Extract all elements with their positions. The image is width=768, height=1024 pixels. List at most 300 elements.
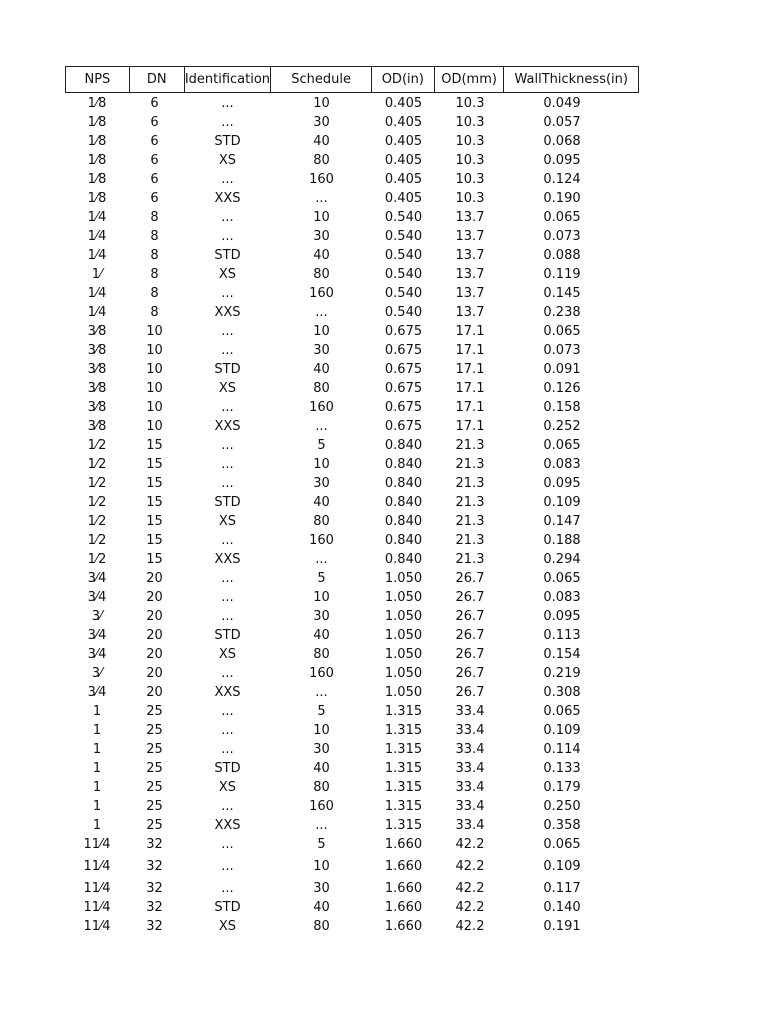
- cell-identification: ...: [221, 590, 234, 605]
- cell-dn: 25: [146, 742, 163, 757]
- cell-wall-thickness: 0.073: [543, 229, 581, 244]
- cell-nps: 3⁄8: [87, 419, 107, 434]
- cell-nps: 1⁄4: [87, 248, 107, 263]
- cell-schedule: 10: [313, 457, 330, 472]
- cell-identification: ...: [221, 881, 234, 896]
- cell-od-in: 1.660: [384, 859, 423, 874]
- cell-od-mm: 13.7: [455, 305, 485, 320]
- cell-nps: 3⁄8: [87, 343, 107, 358]
- header-od-in: OD(in): [372, 67, 435, 92]
- cell-schedule: 30: [313, 115, 330, 130]
- cell-wall-thickness: 0.109: [543, 495, 581, 510]
- table-row: [65, 721, 639, 740]
- cell-od-in: 0.840: [384, 533, 423, 548]
- table-row: [65, 588, 639, 607]
- cell-dn: 6: [150, 172, 159, 187]
- cell-wall-thickness: 0.117: [543, 881, 581, 896]
- cell-od-mm: 21.3: [455, 514, 485, 529]
- cell-dn: 20: [146, 685, 163, 700]
- cell-nps: 1⁄8: [87, 96, 107, 111]
- table-row: [65, 854, 639, 879]
- cell-identification: ...: [221, 457, 234, 472]
- cell-dn: 25: [146, 761, 163, 776]
- cell-identification: ...: [221, 723, 234, 738]
- cell-identification: ...: [221, 400, 234, 415]
- cell-identification: XXS: [214, 818, 241, 833]
- table-row: [65, 569, 639, 588]
- cell-od-mm: 17.1: [455, 400, 485, 415]
- cell-dn: 20: [146, 609, 163, 624]
- cell-identification: ...: [221, 704, 234, 719]
- cell-identification: ...: [221, 859, 234, 874]
- header-wall-thickness: WallThickness(in): [514, 72, 628, 87]
- cell-od-mm: 13.7: [455, 210, 485, 225]
- cell-nps: 1⁄8: [87, 153, 107, 168]
- cell-identification: XXS: [214, 191, 241, 206]
- cell-identification: ...: [221, 229, 234, 244]
- cell-wall-thickness: 0.308: [543, 685, 581, 700]
- cell-schedule: ...: [315, 818, 328, 833]
- cell-wall-thickness: 0.147: [543, 514, 581, 529]
- cell-schedule: 80: [313, 919, 330, 934]
- cell-identification: STD: [214, 900, 241, 915]
- cell-dn: 20: [146, 628, 163, 643]
- cell-schedule: 30: [313, 742, 330, 757]
- cell-od-mm: 26.7: [455, 628, 485, 643]
- cell-od-in: 0.540: [384, 248, 423, 263]
- cell-od-in: 0.540: [384, 210, 423, 225]
- cell-identification: STD: [214, 495, 241, 510]
- cell-wall-thickness: 0.294: [543, 552, 581, 567]
- cell-nps: 3⁄8: [87, 381, 107, 396]
- cell-nps: 1⁄4: [87, 305, 107, 320]
- cell-schedule: ...: [315, 685, 328, 700]
- cell-od-mm: 33.4: [455, 742, 485, 757]
- cell-schedule: 5: [317, 571, 326, 586]
- cell-od-in: 1.050: [384, 647, 423, 662]
- cell-schedule: 30: [313, 343, 330, 358]
- cell-nps: 1⁄8: [87, 134, 107, 149]
- cell-schedule: 10: [313, 590, 330, 605]
- cell-dn: 20: [146, 571, 163, 586]
- cell-nps: 11⁄4: [83, 900, 111, 915]
- cell-nps: 3⁄8: [87, 400, 107, 415]
- cell-nps: 1: [92, 723, 102, 738]
- cell-od-mm: 10.3: [455, 172, 485, 187]
- cell-schedule: 160: [309, 533, 334, 548]
- cell-nps: 1: [92, 818, 102, 833]
- cell-od-mm: 42.2: [455, 881, 485, 896]
- table-row: [65, 531, 639, 550]
- cell-wall-thickness: 0.250: [543, 799, 581, 814]
- cell-schedule: 40: [313, 900, 330, 915]
- cell-wall-thickness: 0.088: [543, 248, 581, 263]
- table-row: [65, 512, 639, 531]
- table-row: [65, 379, 639, 398]
- table-row: [65, 151, 639, 170]
- cell-od-mm: 21.3: [455, 552, 485, 567]
- cell-od-mm: 33.4: [455, 761, 485, 776]
- cell-dn: 6: [150, 96, 159, 111]
- cell-schedule: ...: [315, 419, 328, 434]
- cell-nps: 11⁄4: [83, 919, 111, 934]
- cell-schedule: 80: [313, 780, 330, 795]
- cell-dn: 6: [150, 191, 159, 206]
- cell-schedule: 30: [313, 609, 330, 624]
- cell-identification: ...: [221, 286, 234, 301]
- cell-wall-thickness: 0.073: [543, 343, 581, 358]
- cell-od-mm: 33.4: [455, 799, 485, 814]
- cell-identification: XS: [218, 267, 237, 282]
- table-row: [65, 208, 639, 227]
- cell-identification: XS: [218, 919, 237, 934]
- cell-dn: 6: [150, 153, 159, 168]
- cell-wall-thickness: 0.179: [543, 780, 581, 795]
- cell-identification: XS: [218, 153, 237, 168]
- cell-od-mm: 33.4: [455, 723, 485, 738]
- table-row: [65, 797, 639, 816]
- cell-dn: 20: [146, 647, 163, 662]
- cell-od-in: 1.050: [384, 666, 423, 681]
- cell-schedule: 80: [313, 153, 330, 168]
- cell-nps: 1: [92, 780, 102, 795]
- cell-od-mm: 10.3: [455, 191, 485, 206]
- table-header: [65, 66, 639, 93]
- cell-wall-thickness: 0.219: [543, 666, 581, 681]
- cell-od-in: 0.840: [384, 457, 423, 472]
- cell-wall-thickness: 0.114: [543, 742, 581, 757]
- cell-identification: ...: [221, 115, 234, 130]
- table-row: [65, 132, 639, 151]
- cell-od-in: 0.540: [384, 305, 423, 320]
- cell-od-mm: 13.7: [455, 248, 485, 263]
- cell-dn: 10: [146, 324, 163, 339]
- header-dn: DN: [130, 67, 185, 92]
- cell-od-in: 0.540: [384, 267, 423, 282]
- cell-od-in: 0.675: [384, 419, 423, 434]
- cell-nps: 1⁄4: [87, 286, 107, 301]
- cell-nps: 1⁄4: [87, 210, 107, 225]
- cell-dn: 32: [146, 881, 163, 896]
- cell-nps: 11⁄4: [83, 859, 111, 874]
- cell-dn: 8: [150, 210, 159, 225]
- cell-nps: 1: [92, 761, 102, 776]
- cell-od-mm: 42.2: [455, 900, 485, 915]
- cell-schedule: 10: [313, 96, 330, 111]
- cell-schedule: 5: [317, 837, 326, 852]
- cell-nps: 1⁄8: [87, 191, 107, 206]
- cell-wall-thickness: 0.133: [543, 761, 581, 776]
- cell-od-mm: 33.4: [455, 818, 485, 833]
- cell-od-in: 1.050: [384, 571, 423, 586]
- cell-identification: ...: [221, 837, 234, 852]
- cell-wall-thickness: 0.113: [543, 628, 581, 643]
- cell-od-mm: 42.2: [455, 837, 485, 852]
- cell-od-in: 1.660: [384, 900, 423, 915]
- cell-od-in: 1.315: [384, 742, 423, 757]
- table-row: [65, 417, 639, 436]
- cell-wall-thickness: 0.065: [543, 837, 581, 852]
- cell-nps: 1⁄8: [87, 115, 107, 130]
- cell-schedule: 30: [313, 881, 330, 896]
- cell-dn: 32: [146, 837, 163, 852]
- table-row: [65, 645, 639, 664]
- cell-dn: 15: [146, 533, 163, 548]
- cell-dn: 8: [150, 248, 159, 263]
- cell-od-in: 0.840: [384, 438, 423, 453]
- cell-wall-thickness: 0.109: [543, 723, 581, 738]
- cell-schedule: 5: [317, 438, 326, 453]
- cell-schedule: 160: [309, 172, 334, 187]
- cell-nps: 1⁄2: [87, 457, 107, 472]
- table-row: [65, 702, 639, 721]
- cell-identification: XS: [218, 514, 237, 529]
- cell-od-in: 0.675: [384, 362, 423, 377]
- cell-wall-thickness: 0.065: [543, 324, 581, 339]
- cell-schedule: 40: [313, 761, 330, 776]
- cell-schedule: 80: [313, 267, 330, 282]
- cell-identification: ...: [221, 609, 234, 624]
- cell-nps: 11⁄4: [83, 881, 111, 896]
- cell-od-in: 1.315: [384, 780, 423, 795]
- cell-wall-thickness: 0.188: [543, 533, 581, 548]
- cell-nps: 3⁄4: [87, 685, 107, 700]
- cell-identification: ...: [221, 799, 234, 814]
- cell-od-in: 1.050: [384, 628, 423, 643]
- cell-od-in: 0.540: [384, 286, 423, 301]
- cell-schedule: ...: [315, 552, 328, 567]
- cell-nps: 1⁄: [91, 267, 103, 282]
- table-row: [65, 759, 639, 778]
- cell-schedule: 160: [309, 400, 334, 415]
- cell-schedule: 30: [313, 476, 330, 491]
- cell-identification: XXS: [214, 552, 241, 567]
- cell-schedule: 5: [317, 704, 326, 719]
- cell-od-in: 1.660: [384, 919, 423, 934]
- cell-wall-thickness: 0.091: [543, 362, 581, 377]
- cell-identification: STD: [214, 761, 241, 776]
- cell-od-in: 1.050: [384, 609, 423, 624]
- cell-schedule: 80: [313, 647, 330, 662]
- cell-od-mm: 26.7: [455, 685, 485, 700]
- cell-nps: 11⁄4: [83, 837, 111, 852]
- cell-od-mm: 26.7: [455, 666, 485, 681]
- cell-wall-thickness: 0.095: [543, 476, 581, 491]
- table-row: [65, 607, 639, 626]
- cell-dn: 10: [146, 400, 163, 415]
- cell-od-mm: 17.1: [455, 419, 485, 434]
- cell-identification: ...: [221, 438, 234, 453]
- cell-schedule: 40: [313, 362, 330, 377]
- cell-identification: ...: [221, 742, 234, 757]
- cell-wall-thickness: 0.049: [543, 96, 581, 111]
- table-row: [65, 778, 639, 797]
- cell-identification: ...: [221, 172, 234, 187]
- cell-schedule: 10: [313, 723, 330, 738]
- table-row: [65, 455, 639, 474]
- cell-wall-thickness: 0.119: [543, 267, 581, 282]
- cell-od-mm: 17.1: [455, 362, 485, 377]
- cell-od-in: 0.675: [384, 381, 423, 396]
- cell-od-in: 0.540: [384, 229, 423, 244]
- cell-nps: 3⁄4: [87, 628, 107, 643]
- cell-od-in: 0.405: [384, 191, 423, 206]
- table-row: [65, 341, 639, 360]
- cell-od-mm: 26.7: [455, 590, 485, 605]
- cell-wall-thickness: 0.065: [543, 210, 581, 225]
- cell-nps: 1⁄2: [87, 495, 107, 510]
- cell-nps: 3⁄8: [87, 362, 107, 377]
- table-row: [65, 265, 639, 284]
- cell-schedule: 10: [313, 324, 330, 339]
- cell-identification: STD: [214, 628, 241, 643]
- cell-dn: 25: [146, 780, 163, 795]
- cell-wall-thickness: 0.252: [543, 419, 581, 434]
- header-schedule: Schedule: [271, 67, 372, 92]
- cell-dn: 15: [146, 552, 163, 567]
- cell-identification: ...: [221, 210, 234, 225]
- cell-od-mm: 26.7: [455, 647, 485, 662]
- cell-od-in: 0.405: [384, 153, 423, 168]
- cell-identification: ...: [221, 324, 234, 339]
- cell-od-in: 1.050: [384, 685, 423, 700]
- table-row: [65, 398, 639, 417]
- cell-schedule: 40: [313, 628, 330, 643]
- header-nps: NPS: [66, 67, 130, 92]
- cell-wall-thickness: 0.154: [543, 647, 581, 662]
- table-row: [65, 683, 639, 702]
- cell-od-in: 1.315: [384, 818, 423, 833]
- cell-identification: XXS: [214, 305, 241, 320]
- cell-dn: 20: [146, 590, 163, 605]
- cell-identification: STD: [214, 248, 241, 263]
- cell-nps: 3⁄: [91, 666, 103, 681]
- cell-od-mm: 21.3: [455, 476, 485, 491]
- cell-od-mm: 13.7: [455, 229, 485, 244]
- cell-od-in: 1.660: [384, 837, 423, 852]
- table-row: [65, 550, 639, 569]
- cell-schedule: 40: [313, 248, 330, 263]
- cell-od-mm: 17.1: [455, 324, 485, 339]
- cell-identification: ...: [221, 533, 234, 548]
- cell-od-mm: 13.7: [455, 267, 485, 282]
- cell-od-mm: 17.1: [455, 343, 485, 358]
- cell-identification: STD: [214, 134, 241, 149]
- cell-wall-thickness: 0.095: [543, 153, 581, 168]
- cell-schedule: 160: [309, 286, 334, 301]
- cell-wall-thickness: 0.109: [543, 859, 581, 874]
- cell-dn: 10: [146, 343, 163, 358]
- cell-od-in: 0.675: [384, 324, 423, 339]
- cell-identification: STD: [214, 362, 241, 377]
- cell-od-in: 0.675: [384, 400, 423, 415]
- cell-od-in: 0.675: [384, 343, 423, 358]
- cell-dn: 20: [146, 666, 163, 681]
- table-row: [65, 113, 639, 132]
- table-row: [65, 436, 639, 455]
- cell-od-mm: 10.3: [455, 134, 485, 149]
- cell-nps: 1: [92, 742, 102, 757]
- cell-od-mm: 21.3: [455, 457, 485, 472]
- cell-od-mm: 42.2: [455, 859, 485, 874]
- cell-dn: 25: [146, 818, 163, 833]
- cell-od-in: 1.315: [384, 704, 423, 719]
- cell-schedule: 40: [313, 134, 330, 149]
- cell-identification: ...: [221, 476, 234, 491]
- cell-wall-thickness: 0.358: [543, 818, 581, 833]
- cell-od-mm: 21.3: [455, 438, 485, 453]
- cell-identification: ...: [221, 96, 234, 111]
- cell-od-mm: 33.4: [455, 704, 485, 719]
- cell-od-in: 0.405: [384, 115, 423, 130]
- cell-wall-thickness: 0.095: [543, 609, 581, 624]
- table-row: [65, 284, 639, 303]
- table-row: [65, 664, 639, 683]
- cell-wall-thickness: 0.140: [543, 900, 581, 915]
- cell-od-in: 1.660: [384, 881, 423, 896]
- cell-dn: 6: [150, 115, 159, 130]
- cell-nps: 1⁄2: [87, 476, 107, 491]
- cell-dn: 25: [146, 799, 163, 814]
- cell-nps: 1: [92, 704, 102, 719]
- cell-schedule: 80: [313, 381, 330, 396]
- cell-dn: 8: [150, 229, 159, 244]
- cell-od-in: 1.315: [384, 761, 423, 776]
- cell-wall-thickness: 0.126: [543, 381, 581, 396]
- table-row: [65, 170, 639, 189]
- cell-od-in: 0.405: [384, 134, 423, 149]
- cell-dn: 32: [146, 900, 163, 915]
- table-body: [65, 94, 639, 936]
- table-row: [65, 322, 639, 341]
- cell-od-in: 1.315: [384, 723, 423, 738]
- cell-dn: 10: [146, 381, 163, 396]
- cell-od-mm: 33.4: [455, 780, 485, 795]
- cell-dn: 25: [146, 723, 163, 738]
- cell-wall-thickness: 0.124: [543, 172, 581, 187]
- table-row: [65, 474, 639, 493]
- cell-wall-thickness: 0.083: [543, 457, 581, 472]
- cell-dn: 8: [150, 267, 159, 282]
- cell-od-mm: 10.3: [455, 115, 485, 130]
- cell-dn: 8: [150, 286, 159, 301]
- table-row: [65, 189, 639, 208]
- cell-od-mm: 17.1: [455, 381, 485, 396]
- cell-od-mm: 21.3: [455, 495, 485, 510]
- cell-dn: 6: [150, 134, 159, 149]
- cell-nps: 3⁄: [91, 609, 103, 624]
- cell-dn: 32: [146, 859, 163, 874]
- cell-identification: XS: [218, 381, 237, 396]
- cell-wall-thickness: 0.083: [543, 590, 581, 605]
- cell-schedule: 160: [309, 799, 334, 814]
- cell-schedule: 30: [313, 229, 330, 244]
- cell-identification: XXS: [214, 685, 241, 700]
- cell-schedule: 40: [313, 495, 330, 510]
- cell-dn: 32: [146, 919, 163, 934]
- cell-wall-thickness: 0.191: [543, 919, 581, 934]
- cell-dn: 10: [146, 362, 163, 377]
- cell-nps: 3⁄4: [87, 571, 107, 586]
- cell-wall-thickness: 0.065: [543, 704, 581, 719]
- cell-od-mm: 26.7: [455, 609, 485, 624]
- cell-schedule: 80: [313, 514, 330, 529]
- cell-od-in: 0.405: [384, 96, 423, 111]
- cell-schedule: ...: [315, 191, 328, 206]
- cell-od-mm: 42.2: [455, 919, 485, 934]
- cell-identification: ...: [221, 571, 234, 586]
- cell-nps: 3⁄4: [87, 647, 107, 662]
